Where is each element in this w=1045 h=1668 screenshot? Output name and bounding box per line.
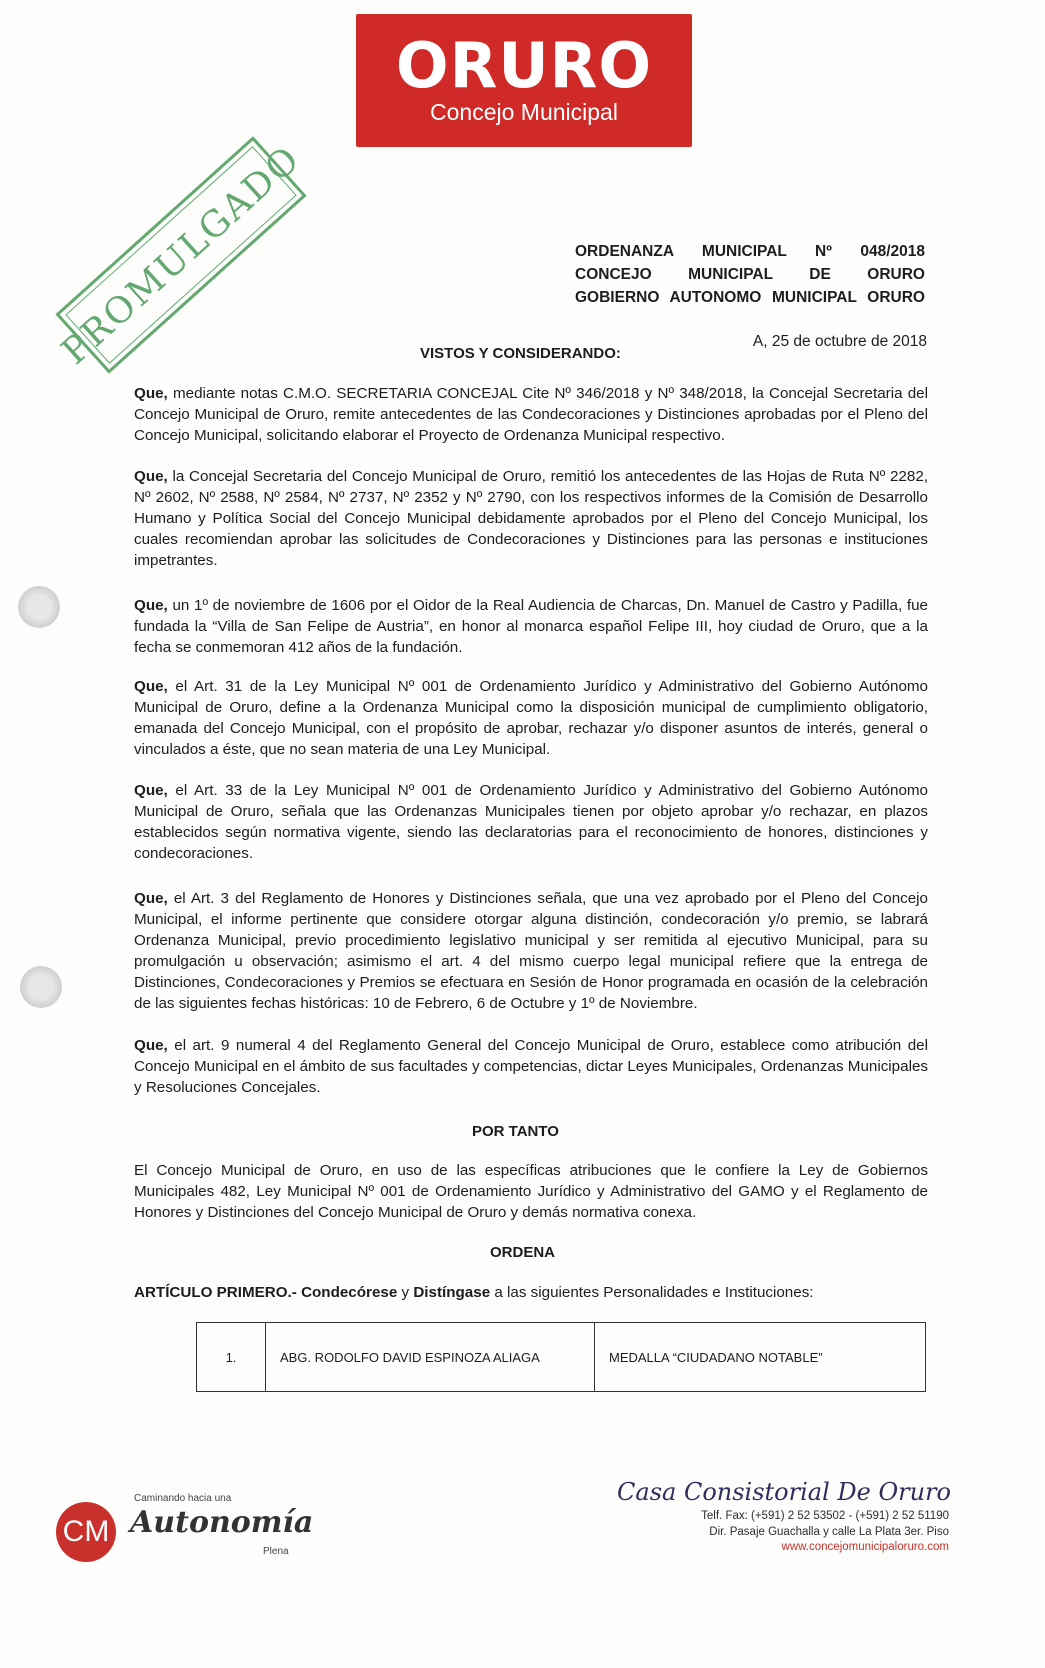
punch-hole	[18, 586, 60, 628]
article-mid: y	[397, 1284, 414, 1301]
cm-logo-badge: CM	[56, 1502, 116, 1562]
paragraph-text: mediante notas C.M.O. SECRETARIA CONCEJAL Cite Nº 346/2018 y Nº 348/2018, la Concejal Secretaria del Concejo Municipal de Oruro, remite antecedentes de las Condecoraciones y Distinciones aprobadas por el Pleno del Concejo Municipal, solicitando elaborar el Proyecto de Ordenanza Municipal respectivo.	[134, 385, 928, 444]
casa-website[interactable]: www.concejomunicipaloruro.com	[781, 1541, 949, 1553]
considerando-paragraph	[134, 1035, 928, 1098]
oruro-logo	[356, 14, 692, 147]
ordena-title: ORDENA	[490, 1244, 556, 1261]
paragraph-text: el Art. 3 del Reglamento de Honores y Distinciones señala, que una vez aprobado por el Pleno del Concejo Municipal, el informe pertinente que considere otorgar alguna distinción, condecoración y/o premio, se labrará Ordenanza Municipal, previo procedimiento legislativo municipal y ser remitida al ejecutivo Municipal, para su promulgación u observación; asimismo el art. 4 del mismo cuerpo legal municipal refiere que la entrega de Distinciones, Condecoraciones y Premios se efectuara en Sesión de Honor programada en ocasión de la celebración de las siguientes fechas históricas: 10 de Febrero, 6 de Octubre y 1º de Noviembre.	[134, 890, 928, 1012]
vistos-title: VISTOS Y CONSIDERANDO:	[420, 345, 621, 362]
document-date: A, 25 de octubre de 2018	[752, 333, 927, 350]
heading-line-2: CONCEJO MUNICIPAL DE ORURO	[575, 266, 925, 283]
article-lead: ARTÍCULO PRIMERO.-	[134, 1284, 297, 1301]
paragraph-text: un 1º de noviembre de 1606 por el Oidor de la Real Audiencia de Charcas, Dn. Manuel de Castro y Padilla, fue fundada la “Villa de San Felipe de Austria”, en honor al monarca español Felipe III, hoy ciudad de Oruro, que a la fecha se conmemoran 412 años de la fundación.	[134, 597, 928, 656]
logo-subtitle: Concejo Municipal	[430, 99, 618, 125]
table-row	[197, 1323, 926, 1392]
row-number: 1.	[197, 1323, 266, 1392]
article-rest: a las siguientes Personalidades e Instituciones:	[490, 1284, 814, 1301]
paragraph-lead: Que,	[134, 597, 168, 614]
article-bold-2: Distíngase	[413, 1284, 491, 1301]
considerando-paragraph	[134, 383, 928, 446]
article-primero	[134, 1284, 814, 1301]
cm-autonomia: Autonomía	[130, 1505, 314, 1540]
ordinance-heading	[575, 240, 925, 309]
paragraph-text: el art. 9 numeral 4 del Reglamento General del Concejo Municipal de Oruro, establece como atribución del Concejo Municipal en el ámbito de sus facultades y competencias, dictar Leyes Municipales, Ordenanzas Municipales y Resoluciones Concejales.	[134, 1037, 928, 1096]
honoree-name: ABG. RODOLFO DAVID ESPINOZA ALIAGA	[266, 1323, 595, 1392]
considerando-paragraph	[134, 888, 928, 1014]
paragraph-text: el Art. 31 de la Ley Municipal Nº 001 de Ordenamiento Jurídico y Administrativo del Gobierno Autónomo Municipal de Oruro, define a la Ordenanza Municipal como la disposición municipal de cumplimiento obligatorio, emanada del Concejo Municipal, con el propósito de aprobar, rechazar y/o disponer asuntos de interés, general o vinculados a éste, que no sean materia de una Ley Municipal.	[134, 678, 928, 758]
casa-phone: Telf. Fax: (+591) 2 52 53502 - (+591) 2 52 51190	[701, 1510, 949, 1522]
considerando-paragraph	[134, 676, 928, 760]
por-tanto-title: POR TANTO	[472, 1123, 559, 1140]
paragraph-lead: Que,	[134, 1037, 168, 1054]
casa-consistorial-title: Casa Consistorial De Oruro	[617, 1478, 951, 1506]
promulgado-stamp	[53, 136, 309, 373]
paragraph-lead: Que,	[134, 678, 168, 695]
award-name: MEDALLA “CIUDADANO NOTABLE”	[595, 1323, 926, 1392]
considerando-paragraph	[134, 466, 928, 571]
cm-plena: Plena	[263, 1546, 289, 1557]
logo-word: ORURO	[395, 29, 653, 102]
honors-table	[196, 1322, 926, 1392]
paragraph-lead: Que,	[134, 385, 168, 402]
cm-tagline: Caminando hacia una	[134, 1493, 232, 1504]
paragraph-text: el Art. 33 de la Ley Municipal Nº 001 de Ordenamiento Jurídico y Administrativo del Gobierno Autónomo Municipal de Oruro, señala que las Ordenanzas Municipales tienen por objeto aprobar y/o rechazar, en plazos establecidos según normativa vigente, siendo las declaratorias para el reconocimiento de honores, distinciones y condecoraciones.	[134, 782, 928, 862]
punch-hole	[20, 966, 62, 1008]
article-bold-1: Condecórese	[296, 1284, 398, 1301]
considerando-paragraph	[134, 780, 928, 864]
por-tanto-paragraph: El Concejo Municipal de Oruro, en uso de las específicas atribuciones que le confiere la Ley de Gobiernos Municipales 482, Ley Municipal Nº 001 de Ordenamiento Jurídico y Administrativo del GAMO y el Reglamento de Honores y Distinciones del Concejo Municipal de Oruro y demás normativa conexa.	[134, 1162, 928, 1221]
casa-address: Dir. Pasaje Guachalla y calle La Plata 3er. Piso	[709, 1526, 949, 1538]
considerando-paragraph	[134, 595, 928, 658]
heading-line-1: ORDENANZA MUNICIPAL Nº 048/2018	[575, 243, 925, 260]
paragraph-lead: Que,	[134, 782, 168, 799]
paragraph-lead: Que,	[134, 468, 168, 485]
stamp-text: PROMULGADO	[53, 137, 309, 373]
paragraph-lead: Que,	[134, 890, 168, 907]
paragraph-text: la Concejal Secretaria del Concejo Municipal de Oruro, remitió los antecedentes de las Hojas de Ruta Nº 2282, Nº 2602, Nº 2588, Nº 2584, Nº 2737, Nº 2352 y Nº 2790, con los respectivos informes de la Comisión de Desarrollo Humano y Política Social del Concejo Municipal debidamente aprobados por el Pleno del Concejo Municipal, los cuales recomiendan aprobar las solicitudes de Condecoraciones y Distinciones para las personas e instituciones impetrantes.	[134, 468, 928, 569]
heading-line-3: GOBIERNO AUTONOMO MUNICIPAL ORURO	[575, 289, 925, 306]
